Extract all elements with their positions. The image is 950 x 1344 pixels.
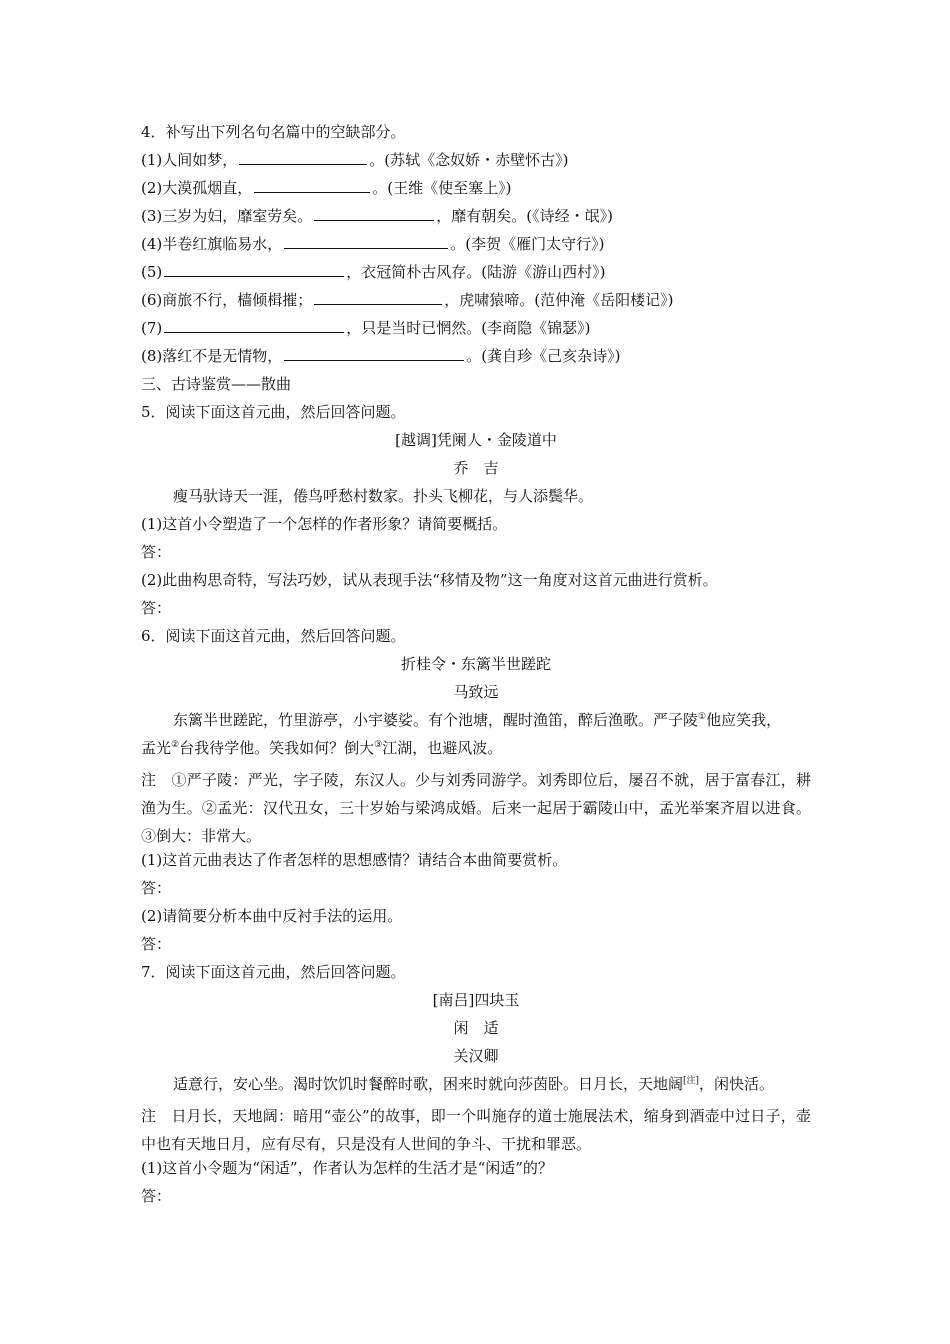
q5-intro: 5．阅读下面这首元曲，然后回答问题。	[141, 403, 406, 421]
q6-intro: 6．阅读下面这首元曲，然后回答问题。	[141, 627, 406, 645]
q4-item-4-post: 。(李贺《雁门太守行》)	[450, 235, 605, 253]
q6-text-c: 孟光	[141, 739, 172, 757]
q6-text-b: 他应笑我，	[706, 711, 782, 729]
q5-poem-text: 瘦马驮诗天一涯，倦鸟呼愁村数家。扑头飞柳花，与人添鬓华。	[173, 487, 594, 505]
q6-text-d: 台我待学他。笑我如何？倒大	[179, 739, 375, 757]
q4-item-4-blank[interactable]	[284, 234, 448, 249]
q5-answer-1[interactable]: 答：	[141, 543, 172, 561]
q6-note: 注 ①严子陵：严光，字子陵，东汉人。少与刘秀同游学。刘秀即位后，屡召不就，居于富春江，耕渔为生。②孟光：汉代丑女，三十岁始与梁鸿成婚。后来一起居于霸陵山中，孟光举案齐眉以进食。③倒大：非常大。	[141, 771, 811, 845]
q4-item-6-pre: (6)商旅不行，樯倾楫摧；	[141, 291, 313, 309]
q4-title: 4．补写出下列名句名篇中的空缺部分。	[141, 123, 406, 141]
q4-item-1-post: 。(苏轼《念奴娇・赤壁怀古》)	[369, 151, 569, 169]
q4-item-7-pre: (7)	[141, 319, 163, 337]
q6-footnote-mark-1: ①	[698, 712, 707, 722]
q4-item-1	[141, 150, 811, 170]
q6-text-a: 东篱半世蹉跎，竹里游亭，小宇婆娑。有个池塘，醒时渔笛，醉后渔歌。严子陵	[173, 711, 699, 729]
q7-intro: 7．阅读下面这首元曲，然后回答问题。	[141, 963, 406, 981]
q4-item-7	[141, 318, 811, 338]
q4-item-2-pre: (2)大漠孤烟直，	[141, 179, 253, 197]
q7-answer-1[interactable]: 答：	[141, 1187, 172, 1205]
q7-text-a: 适意行，安心坐。渴时饮饥时餐醉时歌，困来时就向莎茵卧。日月长，天地阔	[173, 1075, 684, 1093]
q4-item-5-blank[interactable]	[164, 262, 344, 277]
q6-text-e: 江湖，也避风波。	[382, 739, 503, 757]
q4-item-5-pre: (5)	[141, 263, 163, 281]
q4-item-4-pre: (4)半卷红旗临易水，	[141, 235, 283, 253]
q7-note: 注 日月长，天地阔：暗用“壶公”的故事，即一个叫施存的道士施展法术，缩身到酒壶中过日子，壶中也有天地日月，应有尽有，只是没有人世间的争斗、干扰和罪恶。	[141, 1107, 811, 1153]
q4-item-6-post: ，虎啸猿啼。(范仲淹《岳阳楼记》)	[444, 291, 674, 309]
q4-item-8-pre: (8)落红不是无情物，	[141, 347, 283, 365]
q6-poem-line-1	[141, 710, 811, 730]
q4-item-1-pre: (1)人间如梦，	[141, 151, 238, 169]
q6-footnote-mark-2: ②	[171, 740, 180, 750]
q6-answer-1[interactable]: 答：	[141, 879, 172, 897]
q4-item-3-blank[interactable]	[314, 206, 434, 221]
q4-item-4	[141, 234, 811, 254]
q6-poem-line-2	[141, 738, 811, 758]
q7-poem-title: [南吕]四块玉	[432, 991, 520, 1009]
q6-answer-2[interactable]: 答：	[141, 935, 172, 953]
q4-item-8-post: 。(龚自珍《己亥杂诗》)	[466, 347, 621, 365]
q5-poem-title: [越调]凭阑人・金陵道中	[395, 431, 557, 449]
q6-question-2: (2)请简要分析本曲中反衬手法的运用。	[141, 907, 403, 925]
q5-answer-2[interactable]: 答：	[141, 599, 172, 617]
q4-item-3-pre: (3)三岁为妇，靡室劳矣。	[141, 207, 313, 225]
q4-item-1-blank[interactable]	[239, 150, 367, 165]
q6-footnote-mark-3: ③	[374, 740, 383, 750]
q4-item-3	[141, 206, 811, 226]
q5-question-1: (1)这首小令塑造了一个怎样的作者形象？请简要概括。	[141, 515, 508, 533]
q4-item-5	[141, 262, 811, 282]
q4-item-8-blank[interactable]	[284, 346, 464, 361]
q5-question-2: (2)此曲构思奇特，写法巧妙，试从表现手法“移情及物”这一角度对这首元曲进行赏析。	[141, 571, 718, 589]
q4-item-7-post: ，只是当时已惘然。(李商隐《锦瑟》)	[346, 319, 591, 337]
q7-footnote-mark: [注]	[683, 1076, 700, 1086]
q4-item-7-blank[interactable]	[164, 318, 344, 333]
q4-item-8	[141, 346, 811, 366]
q4-item-2	[141, 178, 811, 198]
q7-author: 关汉卿	[453, 1047, 499, 1065]
q4-item-2-post: 。(王维《使至塞上》)	[372, 179, 512, 197]
q7-poem-text	[141, 1074, 811, 1094]
q4-item-5-post: ，衣冠简朴古风存。(陆游《游山西村》)	[346, 263, 606, 281]
q7-text-b: ，闲快活。	[699, 1075, 775, 1093]
q6-poem-title: 折桂令・东篱半世蹉跎	[400, 655, 551, 673]
q6-author: 马致远	[453, 683, 499, 701]
q4-item-3-post: ，靡有朝矣。(《诗经・氓》)	[436, 207, 613, 225]
q5-author: 乔 吉	[453, 459, 499, 477]
q7-question-1: (1)这首小令题为“闲适”，作者认为怎样的生活才是“闲适”的？	[141, 1159, 553, 1177]
q7-poem-subtitle: 闲 适	[453, 1019, 499, 1037]
q4-item-2-blank[interactable]	[254, 178, 370, 193]
q4-item-6-blank[interactable]	[314, 290, 442, 305]
q4-item-6	[141, 290, 811, 310]
section3-title: 三、古诗鉴赏——散曲	[141, 375, 292, 393]
q6-question-1: (1)这首元曲表达了作者怎样的思想感情？请结合本曲简要赏析。	[141, 851, 568, 869]
